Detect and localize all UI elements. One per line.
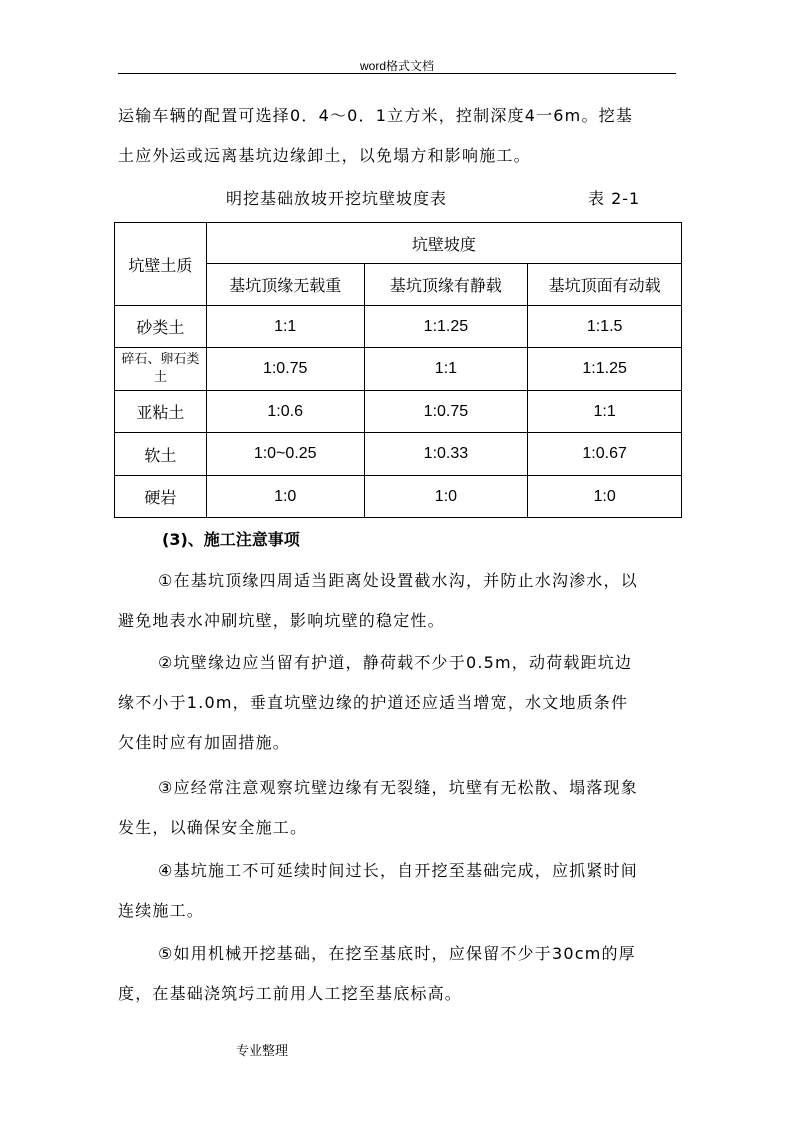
note-line: ⑤如用机械开挖基础，在挖至基底时，应保留不少于30cm的厚 [158, 944, 636, 963]
note-item-4 [118, 851, 678, 931]
slope-value: 1:0~0.25 [206, 433, 364, 476]
header-soil-type: 坑壁土质 [115, 223, 207, 306]
note-line: 欠佳时应有加固措施。 [118, 733, 291, 752]
note-line: 避免地表水冲刷坑壁，影响坑壁的稳定性。 [118, 611, 445, 630]
intro-line-2: 土应外运或远离基坑边缘卸土，以免塌方和影响施工。 [118, 146, 531, 165]
page-footer: 专业整理 [236, 1043, 289, 1058]
slope-value: 1:0.33 [364, 433, 528, 476]
note-line: ④基坑施工不可延续时间过长，自开挖至基础完成，应抓紧时间 [158, 861, 638, 880]
table-row [115, 348, 682, 391]
column-header: 基坑顶缘有静载 [364, 264, 528, 306]
note-line: ③应经常注意观察坑壁边缘有无裂缝，坑壁有无松散、塌落现象 [158, 778, 638, 797]
slope-value: 1:1 [206, 306, 364, 348]
intro-line-1: 运输车辆的配置可选择0．4～0．1立方米，控制深度4一6m。挖基 [118, 106, 634, 125]
table-caption: 明挖基础放坡开挖坑壁坡度表 [226, 189, 448, 208]
page-header: word格式文档 [359, 59, 434, 73]
table-number: 表 2-1 [588, 189, 641, 208]
note-line: ①在基坑顶缘四周适当距离处设置截水沟，并防止水沟渗水，以 [158, 571, 638, 590]
soil-type: 亚粘土 [115, 391, 207, 433]
table-row [115, 391, 682, 433]
slope-value: 1:1.25 [528, 348, 682, 391]
slope-value: 1:0 [364, 476, 528, 518]
slope-value: 1:1.25 [364, 306, 528, 348]
note-line: 发生，以确保安全施工。 [118, 818, 308, 837]
soil-type: 软土 [115, 433, 207, 476]
section-title: (3)、施工注意事项 [162, 530, 300, 549]
slope-value: 1:1.5 [528, 306, 682, 348]
slope-value: 1:1 [528, 391, 682, 433]
note-item-1 [118, 561, 678, 641]
slope-value: 1:0.75 [206, 348, 364, 391]
slope-value: 1:0.6 [206, 391, 364, 433]
intro-paragraph [118, 96, 678, 176]
soil-type: 硬岩 [115, 476, 207, 518]
table-row [115, 433, 682, 476]
slope-value: 1:0.75 [364, 391, 528, 433]
note-item-2 [118, 643, 678, 763]
slope-value: 1:0.67 [528, 433, 682, 476]
table-row [115, 476, 682, 518]
slope-table [114, 222, 682, 518]
table-row [115, 306, 682, 348]
header-slope-group: 坑壁坡度 [206, 223, 681, 264]
note-line: 度，在基础浇筑圬工前用人工挖至基底标高。 [118, 984, 463, 1003]
note-line: ②坑壁缘边应当留有护道，静荷载不少于0.5m，动荷载距坑边 [158, 653, 633, 672]
soil-type: 砂类土 [115, 306, 207, 348]
note-item-3 [118, 768, 678, 848]
column-header: 基坑顶缘无载重 [206, 264, 364, 306]
note-item-5 [118, 934, 678, 1014]
soil-type: 碎石、卵石类土 [115, 348, 207, 391]
column-header: 基坑顶面有动载 [528, 264, 682, 306]
note-line: 缘不小于1.0m，垂直坑壁边缘的护道还应适当增宽，水文地质条件 [118, 693, 629, 712]
note-line: 连续施工。 [118, 901, 205, 920]
header-divider [118, 73, 676, 74]
slope-value: 1:1 [364, 348, 528, 391]
slope-value: 1:0 [206, 476, 364, 518]
slope-value: 1:0 [528, 476, 682, 518]
